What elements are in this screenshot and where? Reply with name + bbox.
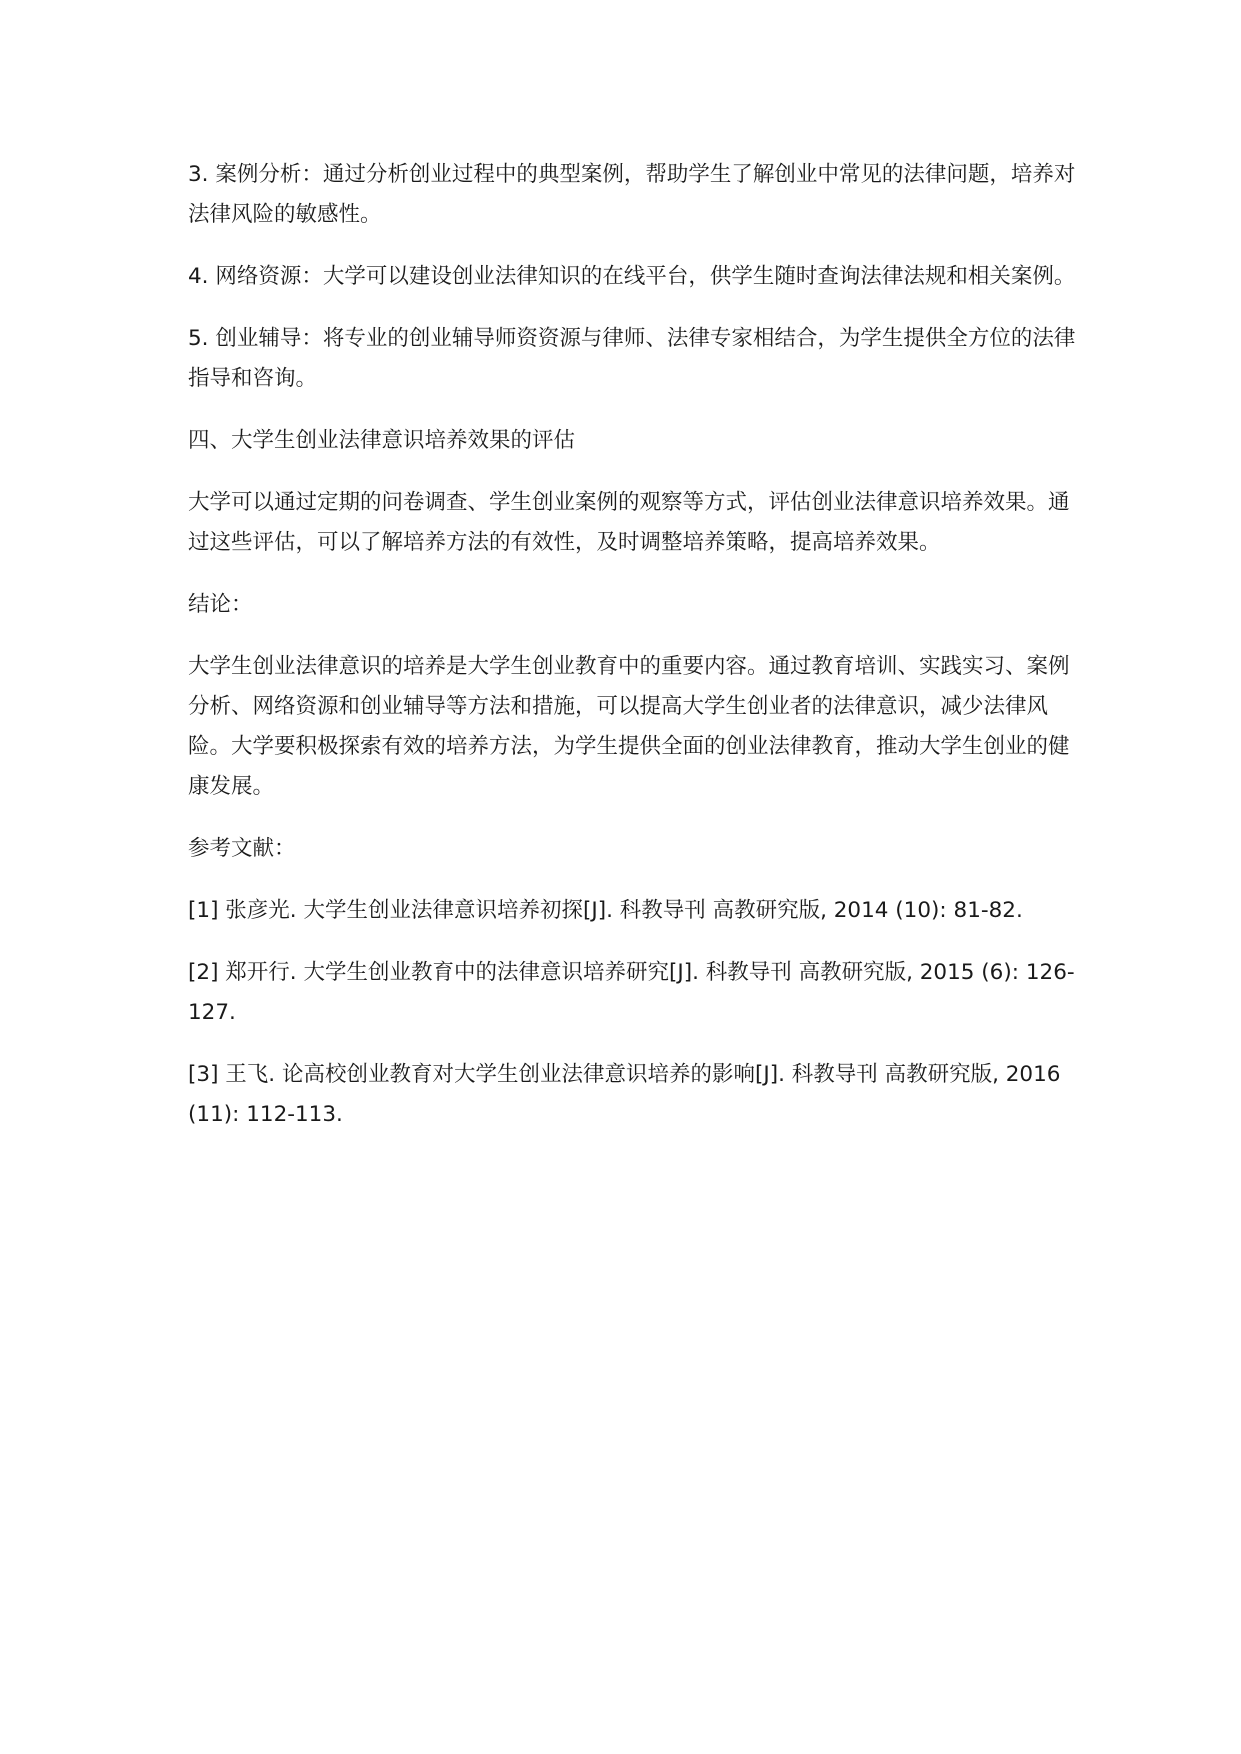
reference-item-1: [1] 张彦光. 大学生创业法律意识培养初探[J]. 科教导刊 高教研究版, 2014 (10): 81-82. [188, 898, 1023, 923]
list-item-entrepreneurship-guidance: 5. 创业辅导：将专业的创业辅导师资资源与律师、法律专家相结合，为学生提供全方位的法律指导和咨询。 [188, 326, 1076, 391]
list-item-online-resources: 4. 网络资源：大学可以建设创业法律知识的在线平台，供学生随时查询法律法规和相关案例。 [188, 264, 1076, 289]
reference-item-2: [2] 郑开行. 大学生创业教育中的法律意识培养研究[J]. 科教导刊 高教研究版, 2015 (6): 126-127. [188, 960, 1075, 1025]
conclusion-label: 结论： [188, 592, 253, 617]
references-label: 参考文献： [188, 836, 296, 861]
section-heading: 四、大学生创业法律意识培养效果的评估 [188, 428, 576, 453]
evaluation-paragraph: 大学可以通过定期的问卷调查、学生创业案例的观察等方式，评估创业法律意识培养效果。通过这些评估，可以了解培养方法的有效性，及时调整培养策略，提高培养效果。 [188, 490, 1070, 555]
conclusion-paragraph: 大学生创业法律意识的培养是大学生创业教育中的重要内容。通过教育培训、实践实习、案例分析、网络资源和创业辅导等方法和措施，可以提高大学生创业者的法律意识，减少法律风险。大学要积极探索有效的培养方法，为学生提供全面的创业法律教育，推动大学生创业的健康发展。 [188, 654, 1070, 799]
document-body [188, 155, 1078, 1157]
reference-item-3: [3] 王飞. 论高校创业教育对大学生创业法律意识培养的影响[J]. 科教导刊 高教研究版, 2016 (11): 112-113. [188, 1062, 1061, 1127]
list-item-case-analysis: 3. 案例分析：通过分析创业过程中的典型案例，帮助学生了解创业中常见的法律问题，培养对法律风险的敏感性。 [188, 162, 1076, 227]
